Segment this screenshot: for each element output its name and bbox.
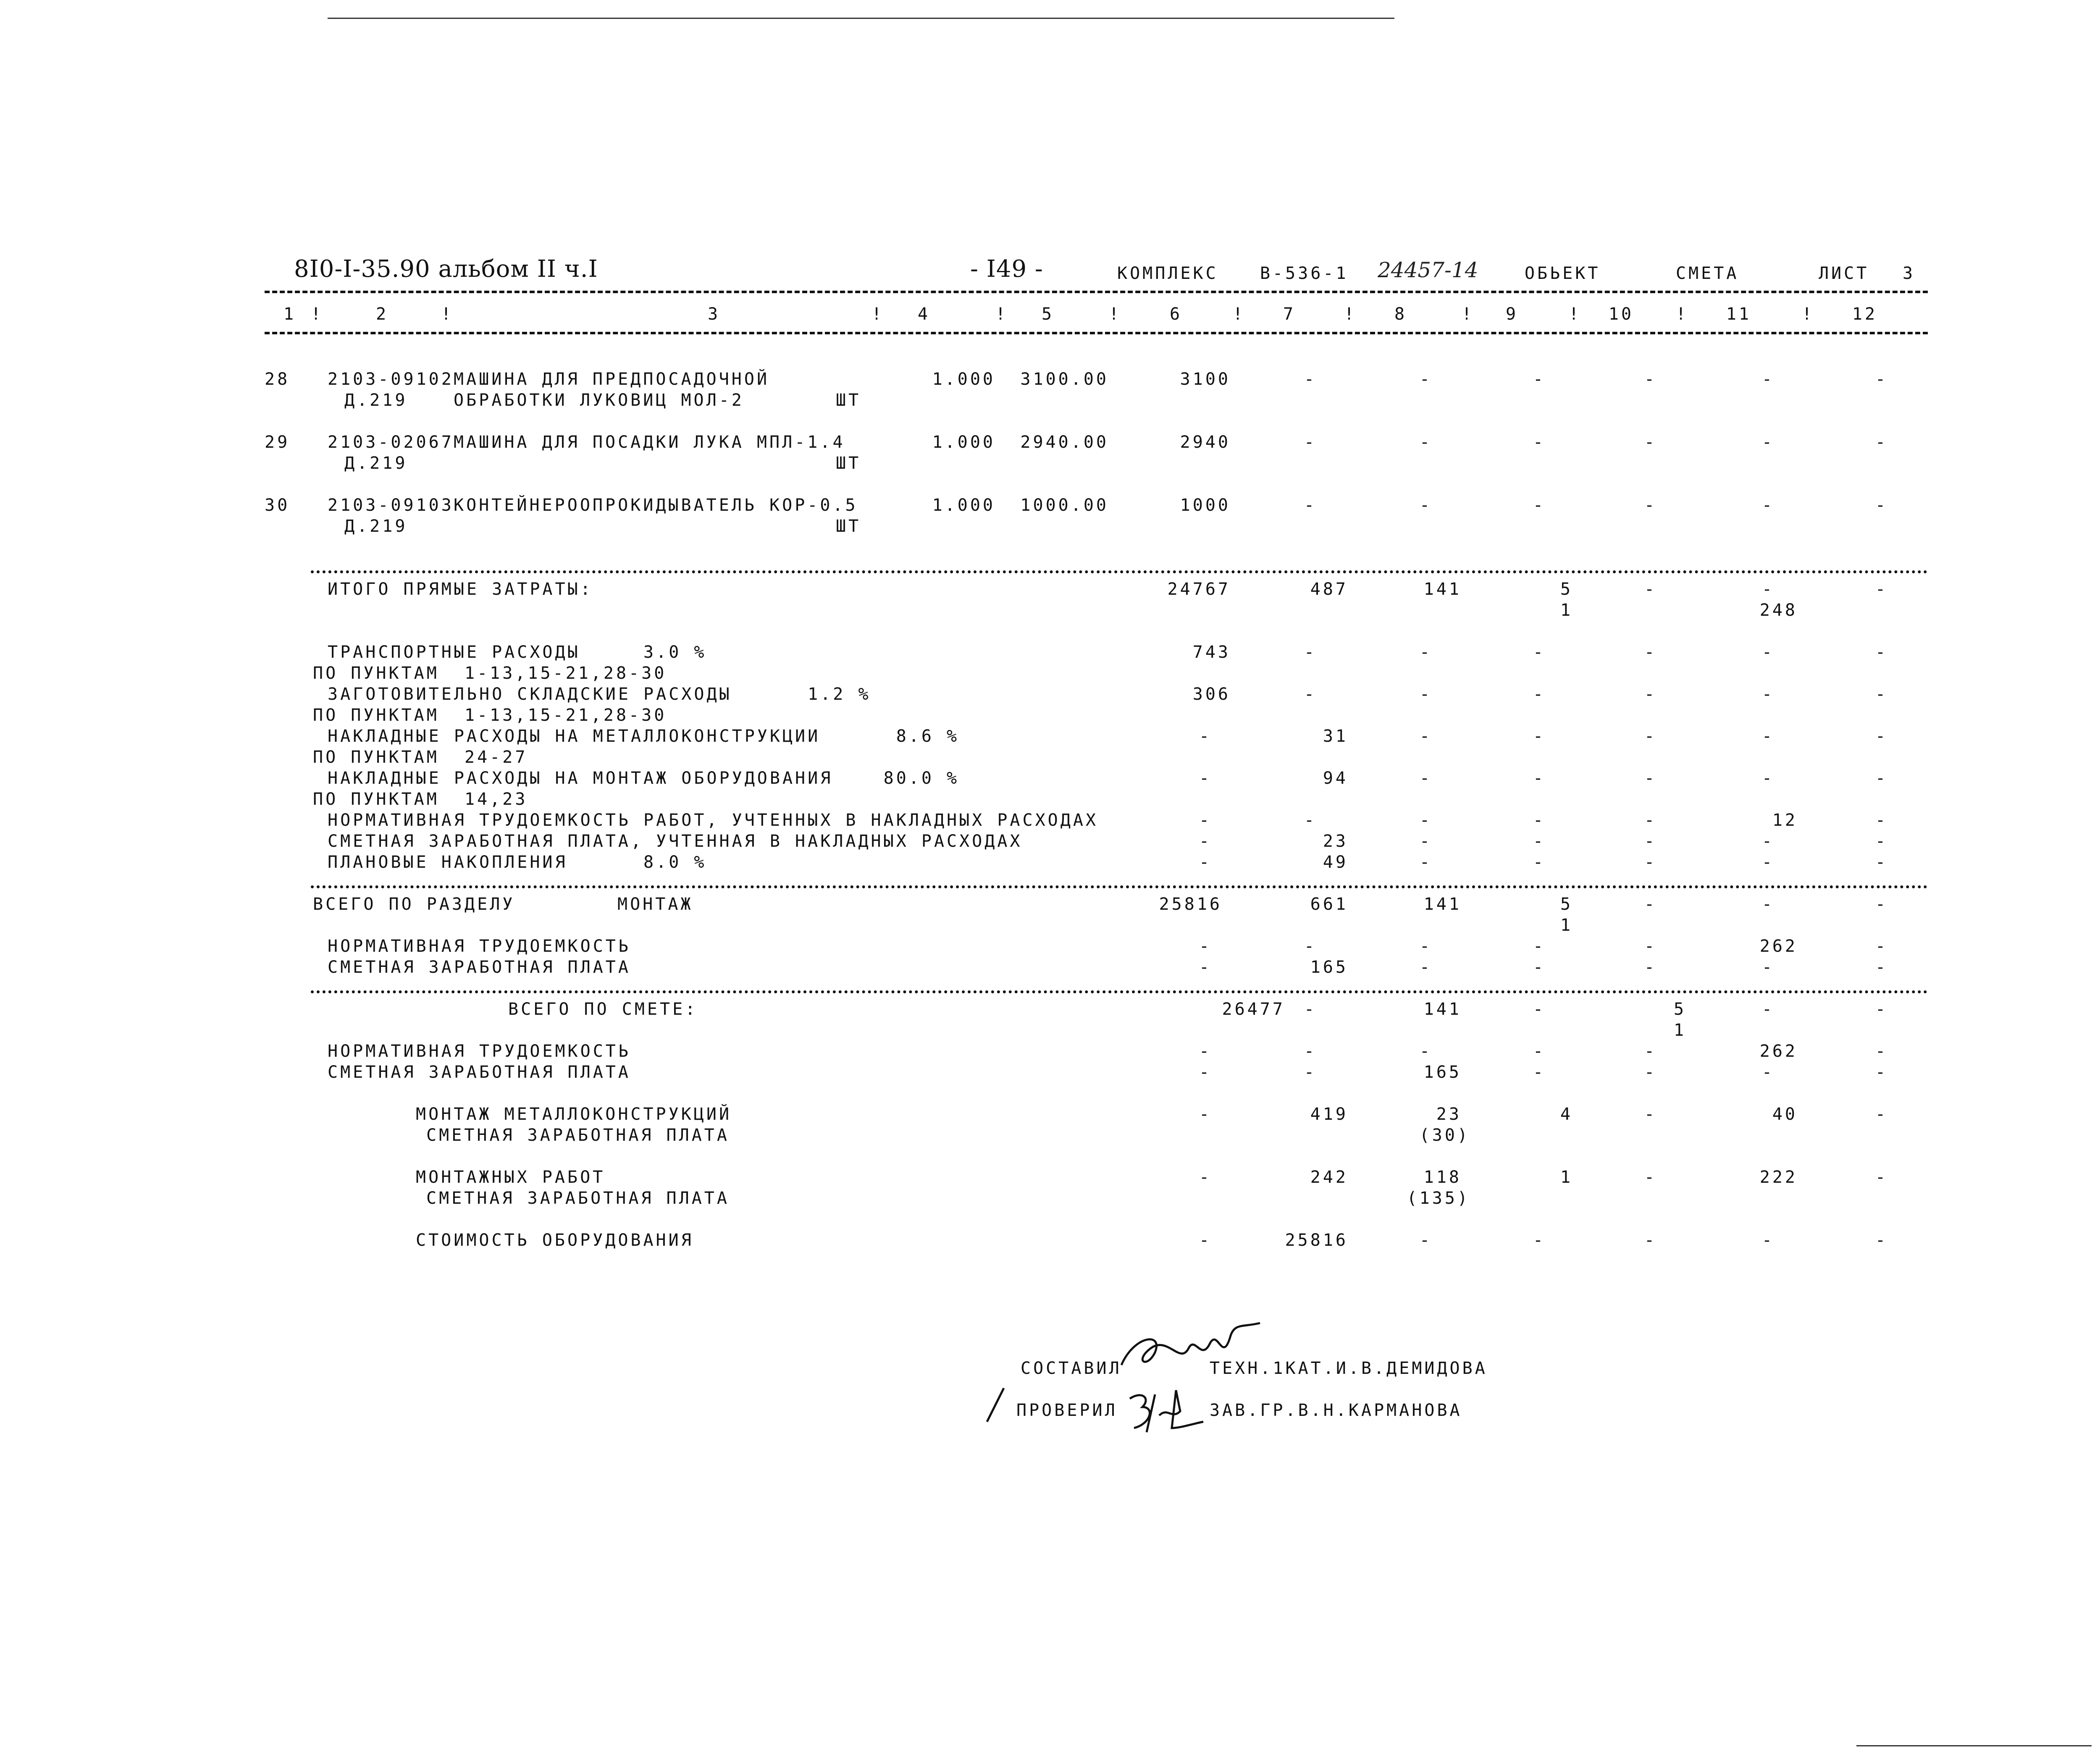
item-code: 2103-09102	[328, 370, 454, 389]
section-sub-c7: 165	[1310, 958, 1348, 977]
equipment-label: СТОИМОСТЬ ОБОРУДОВАНИЯ	[416, 1231, 694, 1250]
col-sep: !	[1109, 305, 1122, 324]
breakdown-c8: 118	[1423, 1168, 1462, 1187]
col-num: 3	[707, 305, 721, 324]
overhead-c6: 306	[1192, 685, 1231, 704]
col-sep: !	[311, 305, 324, 324]
breakdown-c8-sub: (30)	[1419, 1126, 1470, 1145]
overhead-c12: -	[1875, 727, 1888, 746]
overhead-c7: -	[1304, 685, 1317, 704]
col-sep: !	[1676, 305, 1689, 324]
breakdown-c8: 23	[1436, 1105, 1462, 1124]
breakdown-c12: -	[1875, 1105, 1888, 1124]
overhead-c12: -	[1875, 853, 1888, 872]
breakdown-c10: -	[1644, 1168, 1657, 1187]
page-number: - I49 -	[970, 255, 1043, 283]
overhead-c8: -	[1419, 727, 1433, 746]
checked-by: ЗАВ.ГР.В.Н.КАРМАНОВА	[1210, 1401, 1462, 1420]
item-c7: -	[1304, 433, 1317, 452]
complex-label: КОМПЛЕКС	[1117, 264, 1218, 283]
overhead-c6: -	[1199, 727, 1212, 746]
item-c6: 1000	[1180, 496, 1231, 515]
estimate-sub-c8: -	[1419, 1042, 1433, 1061]
item-c10: -	[1644, 496, 1657, 515]
overhead-c8: -	[1419, 853, 1433, 872]
item-c12: -	[1875, 433, 1888, 452]
item-number: 30	[265, 496, 290, 515]
overhead-label: НАКЛАДНЫЕ РАСХОДЫ НА МОНТАЖ ОБОРУДОВАНИЯ 80.0 %	[328, 769, 960, 788]
item-c10: -	[1644, 433, 1657, 452]
object-label: ОБЬЕКТ	[1525, 264, 1601, 283]
overhead-sub: ПО ПУНКТАМ 1-13,15-21,28-30	[313, 664, 667, 683]
column-rule	[265, 332, 1928, 334]
col-sep: !	[1569, 305, 1582, 324]
breakdown-c7: 242	[1310, 1168, 1348, 1187]
estimate-label: СМЕТА	[1676, 264, 1739, 283]
item-c9: -	[1533, 433, 1546, 452]
section-c12: -	[1875, 895, 1888, 914]
sheet-label: ЛИСТ	[1819, 264, 1869, 283]
item-c11: -	[1761, 370, 1775, 389]
section-sub-c7: -	[1304, 937, 1317, 956]
col-sep: !	[1344, 305, 1357, 324]
section-total-label: ВСЕГО ПО РАЗДЕЛУ	[313, 895, 515, 914]
scan-line	[328, 18, 1394, 19]
section-sub-label: СМЕТНАЯ ЗАРАБОТНАЯ ПЛАТА	[328, 958, 631, 977]
item-c7: -	[1304, 496, 1317, 515]
item-ref: Д.219	[344, 391, 408, 410]
col-num: 7	[1283, 305, 1296, 324]
section-separator	[311, 990, 1928, 993]
section-sub-c12: -	[1875, 958, 1888, 977]
breakdown-sub: СМЕТНАЯ ЗАРАБОТНАЯ ПЛАТА	[426, 1189, 730, 1208]
section-sub-c9: -	[1533, 937, 1546, 956]
estimate-sub-c6: -	[1199, 1042, 1212, 1061]
total-c6: 24767	[1167, 580, 1231, 599]
overhead-c7: 49	[1323, 853, 1348, 872]
item-qty: 1.000	[932, 370, 995, 389]
item-ref: Д.219	[344, 454, 408, 473]
col-sep: !	[1802, 305, 1815, 324]
estimate-sub-c7: -	[1304, 1042, 1317, 1061]
col-num: 10	[1608, 305, 1634, 324]
overhead-c11: -	[1761, 727, 1775, 746]
item-qty: 1.000	[932, 496, 995, 515]
estimate-c10: 5	[1673, 1000, 1687, 1019]
overhead-c12: -	[1875, 832, 1888, 851]
checked-label: ПРОВЕРИЛ	[1016, 1401, 1118, 1420]
item-name-cont: ОБРАБОТКИ ЛУКОВИЦ МОЛ-2	[454, 391, 744, 410]
overhead-c10: -	[1644, 832, 1657, 851]
overhead-c8: -	[1419, 769, 1433, 788]
overhead-c9: -	[1533, 727, 1546, 746]
estimate-sub-c7: -	[1304, 1063, 1317, 1082]
overhead-c6: -	[1199, 853, 1212, 872]
section-c8: 141	[1423, 895, 1462, 914]
item-c9: -	[1533, 370, 1546, 389]
breakdown-label: МОНТАЖ МЕТАЛЛОКОНСТРУКЦИЙ	[416, 1105, 732, 1124]
total-c7: 487	[1310, 580, 1348, 599]
section-sub-c6: -	[1199, 937, 1212, 956]
overhead-c11: 12	[1772, 811, 1798, 830]
total-c10: -	[1644, 580, 1657, 599]
section-c11: -	[1761, 895, 1775, 914]
overhead-c6: -	[1199, 769, 1212, 788]
section-c9-sub: 1	[1560, 916, 1573, 935]
estimate-total-label: ВСЕГО ПО СМЕТЕ:	[508, 1000, 698, 1019]
col-num: 12	[1852, 305, 1878, 324]
overhead-sub: ПО ПУНКТАМ 24-27	[313, 748, 528, 767]
breakdown-c9: 1	[1560, 1168, 1573, 1187]
overhead-c8: -	[1419, 685, 1433, 704]
estimate-sub-c10: -	[1644, 1042, 1657, 1061]
estimate-sub-c12: -	[1875, 1063, 1888, 1082]
overhead-c7: -	[1304, 811, 1317, 830]
section-c9: 5	[1560, 895, 1573, 914]
item-price: 1000.00	[1020, 496, 1109, 515]
equipment-c7: 25816	[1285, 1231, 1348, 1250]
item-price: 2940.00	[1020, 433, 1109, 452]
section-c7: 661	[1310, 895, 1348, 914]
item-number: 29	[265, 433, 290, 452]
album-label: 8I0-I-35.90 альбом II ч.I	[294, 255, 598, 283]
col-sep: !	[872, 305, 885, 324]
estimate-c10-sub: 1	[1673, 1021, 1687, 1040]
overhead-c7: 23	[1323, 832, 1348, 851]
scan-line	[1856, 1745, 2092, 1746]
col-sep: !	[441, 305, 454, 324]
overhead-c10: -	[1644, 853, 1657, 872]
equipment-c12: -	[1875, 1231, 1888, 1250]
section-sub-c12: -	[1875, 937, 1888, 956]
total-c9: 5	[1560, 580, 1573, 599]
item-c10: -	[1644, 370, 1657, 389]
item-unit: ШТ	[836, 517, 861, 536]
estimate-sub-c9: -	[1533, 1063, 1546, 1082]
item-number: 28	[265, 370, 290, 389]
breakdown-c11: 40	[1772, 1105, 1798, 1124]
complex-code: В-536-1	[1260, 264, 1349, 283]
estimate-c11: -	[1761, 1000, 1775, 1019]
overhead-c9: -	[1533, 832, 1546, 851]
total-c11-sub: 248	[1759, 601, 1798, 620]
overhead-c8: -	[1419, 643, 1433, 662]
item-price: 3100.00	[1020, 370, 1109, 389]
col-num: 5	[1041, 305, 1055, 324]
overhead-c12: -	[1875, 769, 1888, 788]
col-num: 1	[283, 305, 297, 324]
overhead-sub: ПО ПУНКТАМ 14,23	[313, 790, 528, 809]
col-num: 8	[1394, 305, 1407, 324]
item-unit: ШТ	[836, 454, 861, 473]
breakdown-c9: 4	[1560, 1105, 1573, 1124]
overhead-c10: -	[1644, 811, 1657, 830]
overhead-label: ЗАГОТОВИТЕЛЬНО СКЛАДСКИЕ РАСХОДЫ 1.2 %	[328, 685, 871, 704]
item-ref: Д.219	[344, 517, 408, 536]
col-sep: !	[1233, 305, 1246, 324]
overhead-c11: -	[1761, 853, 1775, 872]
overhead-c10: -	[1644, 643, 1657, 662]
col-num: 2	[375, 305, 389, 324]
item-c12: -	[1875, 370, 1888, 389]
estimate-sub-c11: 262	[1759, 1042, 1798, 1061]
breakdown-c10: -	[1644, 1105, 1657, 1124]
overhead-c9: -	[1533, 685, 1546, 704]
total-c8: 141	[1423, 580, 1462, 599]
overhead-c10: -	[1644, 727, 1657, 746]
section-name: МОНТАЖ	[617, 895, 693, 914]
item-unit: ШТ	[836, 391, 861, 410]
overhead-c12: -	[1875, 811, 1888, 830]
item-c6: 2940	[1180, 433, 1231, 452]
overhead-c12: -	[1875, 643, 1888, 662]
section-sub-c6: -	[1199, 958, 1212, 977]
overhead-c8: -	[1419, 832, 1433, 851]
composed-by: ТЕХН.1КАТ.И.В.ДЕМИДОВА	[1210, 1359, 1488, 1378]
item-name: КОНТЕЙНЕРООПРОКИДЫВАТЕЛЬ КОР-0.5	[454, 496, 858, 515]
equipment-c9: -	[1533, 1231, 1546, 1250]
section-c6: 25816	[1159, 895, 1222, 914]
section-sub-c8: -	[1419, 937, 1433, 956]
complex-handwritten: 24457-14	[1378, 258, 1478, 282]
overhead-c11: -	[1761, 643, 1775, 662]
estimate-sub-label: НОРМАТИВНАЯ ТРУДОЕМКОСТЬ	[328, 1042, 631, 1061]
overhead-c11: -	[1761, 685, 1775, 704]
overhead-c12: -	[1875, 685, 1888, 704]
section-sub-c8: -	[1419, 958, 1433, 977]
overhead-c7: -	[1304, 643, 1317, 662]
estimate-sub-c12: -	[1875, 1042, 1888, 1061]
overhead-c9: -	[1533, 769, 1546, 788]
breakdown-label: МОНТАЖНЫХ РАБОТ	[416, 1168, 606, 1187]
col-num: 9	[1505, 305, 1519, 324]
overhead-c6: -	[1199, 811, 1212, 830]
overhead-c7: 94	[1323, 769, 1348, 788]
breakdown-c11: 222	[1759, 1168, 1798, 1187]
estimate-c9: -	[1533, 1000, 1546, 1019]
estimate-c8: 141	[1423, 1000, 1462, 1019]
section-sub-c10: -	[1644, 937, 1657, 956]
breakdown-c6: -	[1199, 1105, 1212, 1124]
item-c7: -	[1304, 370, 1317, 389]
section-separator	[311, 885, 1928, 888]
item-name: МАШИНА ДЛЯ ПРЕДПОСАДОЧНОЙ	[454, 370, 770, 389]
equipment-c6: -	[1199, 1231, 1212, 1250]
estimate-c12: -	[1875, 1000, 1888, 1019]
item-c11: -	[1761, 433, 1775, 452]
estimate-sub-c10: -	[1644, 1063, 1657, 1082]
overhead-c9: -	[1533, 811, 1546, 830]
overhead-label: НОРМАТИВНАЯ ТРУДОЕМКОСТЬ РАБОТ, УЧТЕННЫХ В НАКЛАДНЫХ РАСХОДАХ	[328, 811, 1099, 830]
overhead-c6: -	[1199, 832, 1212, 851]
composed-label: СОСТАВИЛ	[1021, 1359, 1122, 1378]
estimate-c6: 26477	[1222, 1000, 1285, 1019]
overhead-c8: -	[1419, 811, 1433, 830]
breakdown-c12: -	[1875, 1168, 1888, 1187]
estimate-sub-c11: -	[1761, 1063, 1775, 1082]
overhead-c6: 743	[1192, 643, 1231, 662]
overhead-c10: -	[1644, 769, 1657, 788]
item-code: 2103-09103	[328, 496, 454, 515]
item-c12: -	[1875, 496, 1888, 515]
col-sep: !	[995, 305, 1008, 324]
overhead-label: НАКЛАДНЫЕ РАСХОДЫ НА МЕТАЛЛОКОНСТРУКЦИИ 8.6 %	[328, 727, 960, 746]
section-sub-c9: -	[1533, 958, 1546, 977]
equipment-c11: -	[1761, 1231, 1775, 1250]
col-num: 4	[917, 305, 931, 324]
item-c6: 3100	[1180, 370, 1231, 389]
equipment-c8: -	[1419, 1231, 1433, 1250]
estimate-sub-c8: 165	[1423, 1063, 1462, 1082]
section-separator	[311, 570, 1928, 573]
total-c12: -	[1875, 580, 1888, 599]
section-sub-label: НОРМАТИВНАЯ ТРУДОЕМКОСТЬ	[328, 937, 631, 956]
section-sub-c11: 262	[1759, 937, 1798, 956]
signature-checked	[1126, 1382, 1205, 1436]
breakdown-c7: 419	[1310, 1105, 1348, 1124]
breakdown-sub: СМЕТНАЯ ЗАРАБОТНАЯ ПЛАТА	[426, 1126, 730, 1145]
item-c9: -	[1533, 496, 1546, 515]
overhead-sub: ПО ПУНКТАМ 1-13,15-21,28-30	[313, 706, 667, 725]
total-c9-sub: 1	[1560, 601, 1573, 620]
direct-costs-label: ИТОГО ПРЯМЫЕ ЗАТРАТЫ:	[328, 580, 593, 599]
col-num: 6	[1169, 305, 1183, 324]
overhead-c9: -	[1533, 643, 1546, 662]
item-c8: -	[1419, 433, 1433, 452]
breakdown-c8-sub: (135)	[1407, 1189, 1470, 1208]
overhead-c11: -	[1761, 769, 1775, 788]
header-rule	[265, 291, 1928, 293]
overhead-c11: -	[1761, 832, 1775, 851]
col-sep: !	[1462, 305, 1475, 324]
item-c8: -	[1419, 496, 1433, 515]
overhead-label: ТРАНСПОРТНЫЕ РАСХОДЫ 3.0 %	[328, 643, 707, 662]
section-c10: -	[1644, 895, 1657, 914]
section-sub-c11: -	[1761, 958, 1775, 977]
estimate-sub-c6: -	[1199, 1063, 1212, 1082]
overhead-label: СМЕТНАЯ ЗАРАБОТНАЯ ПЛАТА, УЧТЕННАЯ В НАКЛАДНЫХ РАСХОДАХ	[328, 832, 1023, 851]
slash-mark	[983, 1386, 1008, 1424]
col-num: 11	[1726, 305, 1752, 324]
estimate-sub-label: СМЕТНАЯ ЗАРАБОТНАЯ ПЛАТА	[328, 1063, 631, 1082]
estimate-sub-c9: -	[1533, 1042, 1546, 1061]
item-c11: -	[1761, 496, 1775, 515]
overhead-label: ПЛАНОВЫЕ НАКОПЛЕНИЯ 8.0 %	[328, 853, 707, 872]
item-code: 2103-02067	[328, 433, 454, 452]
sheet-number: 3	[1903, 264, 1916, 283]
estimate-c7: -	[1304, 1000, 1317, 1019]
item-c8: -	[1419, 370, 1433, 389]
total-c11: -	[1761, 580, 1775, 599]
item-qty: 1.000	[932, 433, 995, 452]
overhead-c10: -	[1644, 685, 1657, 704]
section-sub-c10: -	[1644, 958, 1657, 977]
overhead-c9: -	[1533, 853, 1546, 872]
overhead-c7: 31	[1323, 727, 1348, 746]
item-name: МАШИНА ДЛЯ ПОСАДКИ ЛУКА МПЛ-1.4	[454, 433, 845, 452]
breakdown-c6: -	[1199, 1168, 1212, 1187]
equipment-c10: -	[1644, 1231, 1657, 1250]
